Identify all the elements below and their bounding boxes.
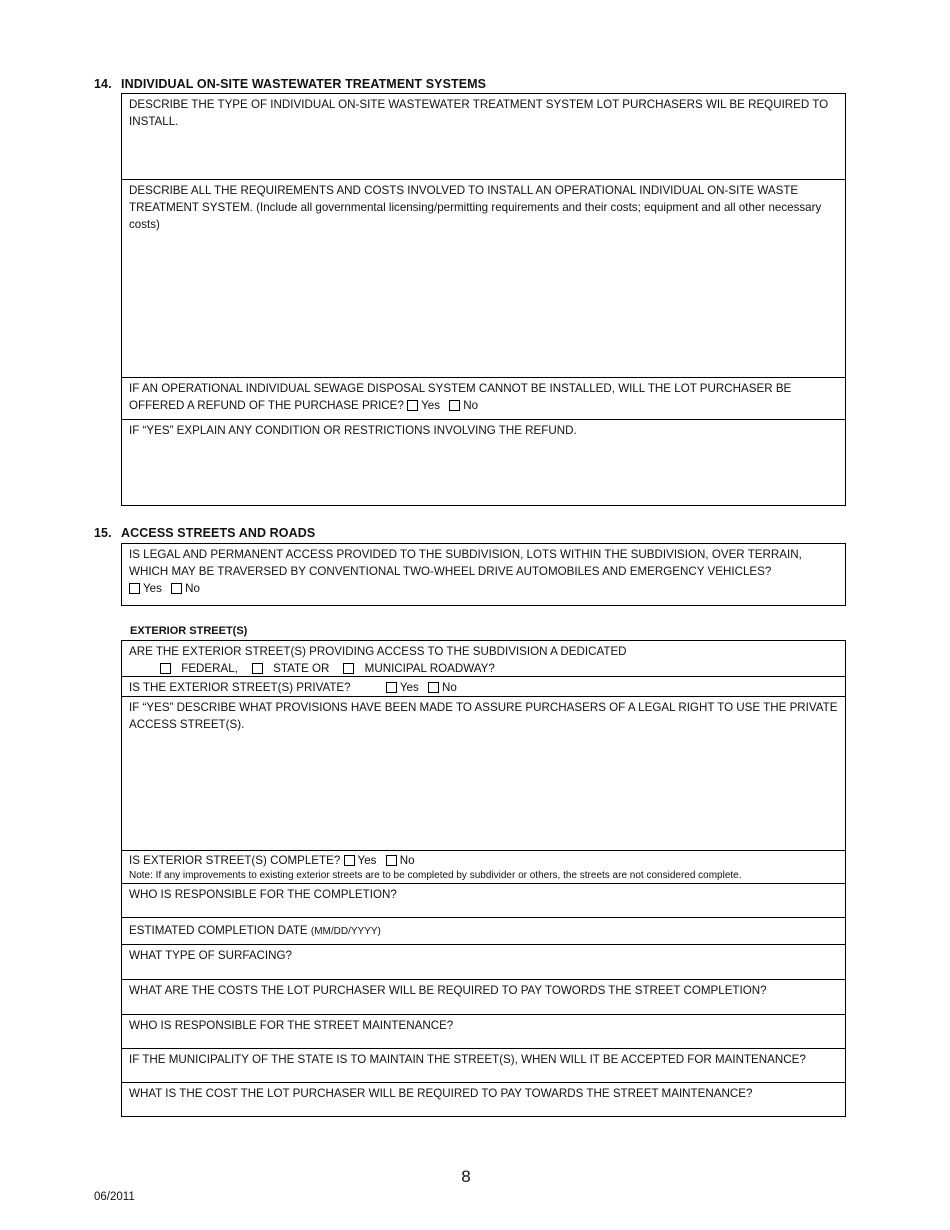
field-label: IF AN OPERATIONAL INDIVIDUAL SEWAGE DISPOSAL SYSTEM CANNOT BE INSTALLED, WILL THE LOT PURCHASER BE OFFERED A REFUND OF THE PURCHASE PRICE? [129, 382, 792, 412]
private-provisions-field[interactable] [122, 696, 845, 851]
complete-no-checkbox[interactable] [386, 855, 397, 866]
complete-yes-checkbox[interactable] [344, 855, 355, 866]
section-title: INDIVIDUAL ON-SITE WASTEWATER TREATMENT SYSTEMS [121, 77, 487, 91]
field-label: WHO IS RESPONSIBLE FOR THE STREET MAINTENANCE? [129, 1019, 454, 1032]
section-number: 15. [94, 526, 112, 540]
page-number: 8 [461, 1167, 471, 1186]
section-number: 14. [94, 77, 112, 91]
completion-date-field[interactable] [122, 917, 845, 945]
section-14-heading [94, 77, 486, 91]
field-label: IS EXTERIOR STREET(S) COMPLETE? [129, 854, 341, 867]
completion-responsible-field[interactable] [122, 883, 845, 918]
federal-label: FEDERAL, [181, 662, 238, 675]
no-label: No [442, 681, 457, 694]
street-complete-row [122, 850, 845, 884]
exterior-streets-form [121, 640, 846, 1117]
revision-date: 06/2011 [94, 1191, 135, 1203]
exterior-streets-heading: EXTERIOR STREET(S) [130, 625, 248, 637]
legal-access-question [122, 544, 845, 605]
completion-note: Note: If any improvements to existing exterior streets are to be completed by subdivider or others, the streets are not considered complete. [129, 870, 742, 881]
field-label: IS THE EXTERIOR STREET(S) PRIVATE? [129, 681, 351, 694]
state-label: STATE OR [273, 662, 330, 675]
refund-no-checkbox[interactable] [449, 400, 460, 411]
field-label: ARE THE EXTERIOR STREET(S) PROVIDING ACCESS TO THE SUBDIVISION A DEDICATED [129, 645, 627, 658]
dedicated-roadway-row [122, 641, 845, 677]
surfacing-type-field[interactable] [122, 944, 845, 980]
access-no-checkbox[interactable] [171, 583, 182, 594]
no-label: No [399, 854, 415, 867]
yes-label: Yes [421, 399, 441, 412]
maintenance-cost-field[interactable] [122, 1082, 845, 1116]
no-label: No [463, 399, 479, 412]
state-checkbox[interactable] [252, 663, 263, 674]
field-label: WHAT ARE THE COSTS THE LOT PURCHASER WILL BE REQUIRED TO PAY TOWORDS THE STREET COMPLETION? [129, 984, 767, 997]
field-label: DESCRIBE THE TYPE OF INDIVIDUAL ON-SITE WASTEWATER TREATMENT SYSTEM LOT PURCHASERS WIL BE REQUIRED TO INSTALL. [129, 98, 829, 128]
yes-label: Yes [143, 582, 162, 595]
yes-label: Yes [399, 681, 419, 694]
municipal-label: MUNICIPAL ROADWAY? [364, 662, 495, 675]
municipal-checkbox[interactable] [343, 663, 354, 674]
field-label: DESCRIBE ALL THE REQUIREMENTS AND COSTS INVOLVED TO INSTALL AN OPERATIONAL INDIVIDUAL ON-SITE WASTE TREATMENT SYSTEM. (Include all governmental licensing/permitting requirements and their costs; equipment and all other necessary costs) [129, 184, 822, 231]
no-label: No [185, 582, 200, 595]
requirements-costs-field[interactable] [122, 179, 845, 378]
field-label: IF THE MUNICIPALITY OF THE STATE IS TO MAINTAIN THE STREET(S), WHEN WILL IT BE ACCEPTED FOR MAINTENANCE? [129, 1053, 806, 1066]
access-yes-checkbox[interactable] [129, 583, 140, 594]
private-no-checkbox[interactable] [428, 682, 439, 693]
field-label: WHAT IS THE COST THE LOT PURCHASER WILL BE REQUIRED TO PAY TOWARDS THE STREET MAINTENANCE? [129, 1087, 753, 1100]
section-title: ACCESS STREETS AND ROADS [121, 526, 316, 540]
maintenance-responsible-field[interactable] [122, 1014, 845, 1049]
refund-yes-checkbox[interactable] [407, 400, 418, 411]
date-format-hint: (MM/DD/YYYY) [310, 926, 381, 937]
wastewater-system-type-field[interactable] [122, 94, 845, 180]
yes-label: Yes [357, 854, 377, 867]
maintenance-acceptance-field[interactable] [122, 1048, 845, 1083]
field-label: ESTIMATED COMPLETION DATE [129, 924, 308, 937]
field-label: IF “YES” EXPLAIN ANY CONDITION OR RESTRICTIONS INVOLVING THE REFUND. [129, 424, 577, 437]
field-label: IF “YES” DESCRIBE WHAT PROVISIONS HAVE BEEN MADE TO ASSURE PURCHASERS OF A LEGAL RIGHT TO USE THE PRIVATE ACCESS STREET(S). [129, 701, 838, 731]
refund-question-row [122, 377, 845, 420]
section-15-heading [94, 526, 315, 540]
completion-costs-field[interactable] [122, 979, 845, 1015]
field-label: WHAT TYPE OF SURFACING? [129, 949, 292, 962]
private-yes-checkbox[interactable] [386, 682, 397, 693]
private-street-row [122, 676, 845, 697]
field-label: WHO IS RESPONSIBLE FOR THE COMPLETION? [129, 888, 397, 901]
legal-access-box [121, 543, 846, 606]
section-14-form [121, 93, 846, 506]
refund-conditions-field[interactable] [122, 419, 845, 505]
field-label: IS LEGAL AND PERMANENT ACCESS PROVIDED TO THE SUBDIVISION, LOTS WITHIN THE SUBDIVISION, OVER TERRAIN, WHICH MAY BE TRAVERSED BY CONVENTIONAL TWO-WHEEL DRIVE AUTOMOBILES AND EMERGENCY VEHICLES? [129, 548, 802, 578]
federal-checkbox[interactable] [160, 663, 171, 674]
